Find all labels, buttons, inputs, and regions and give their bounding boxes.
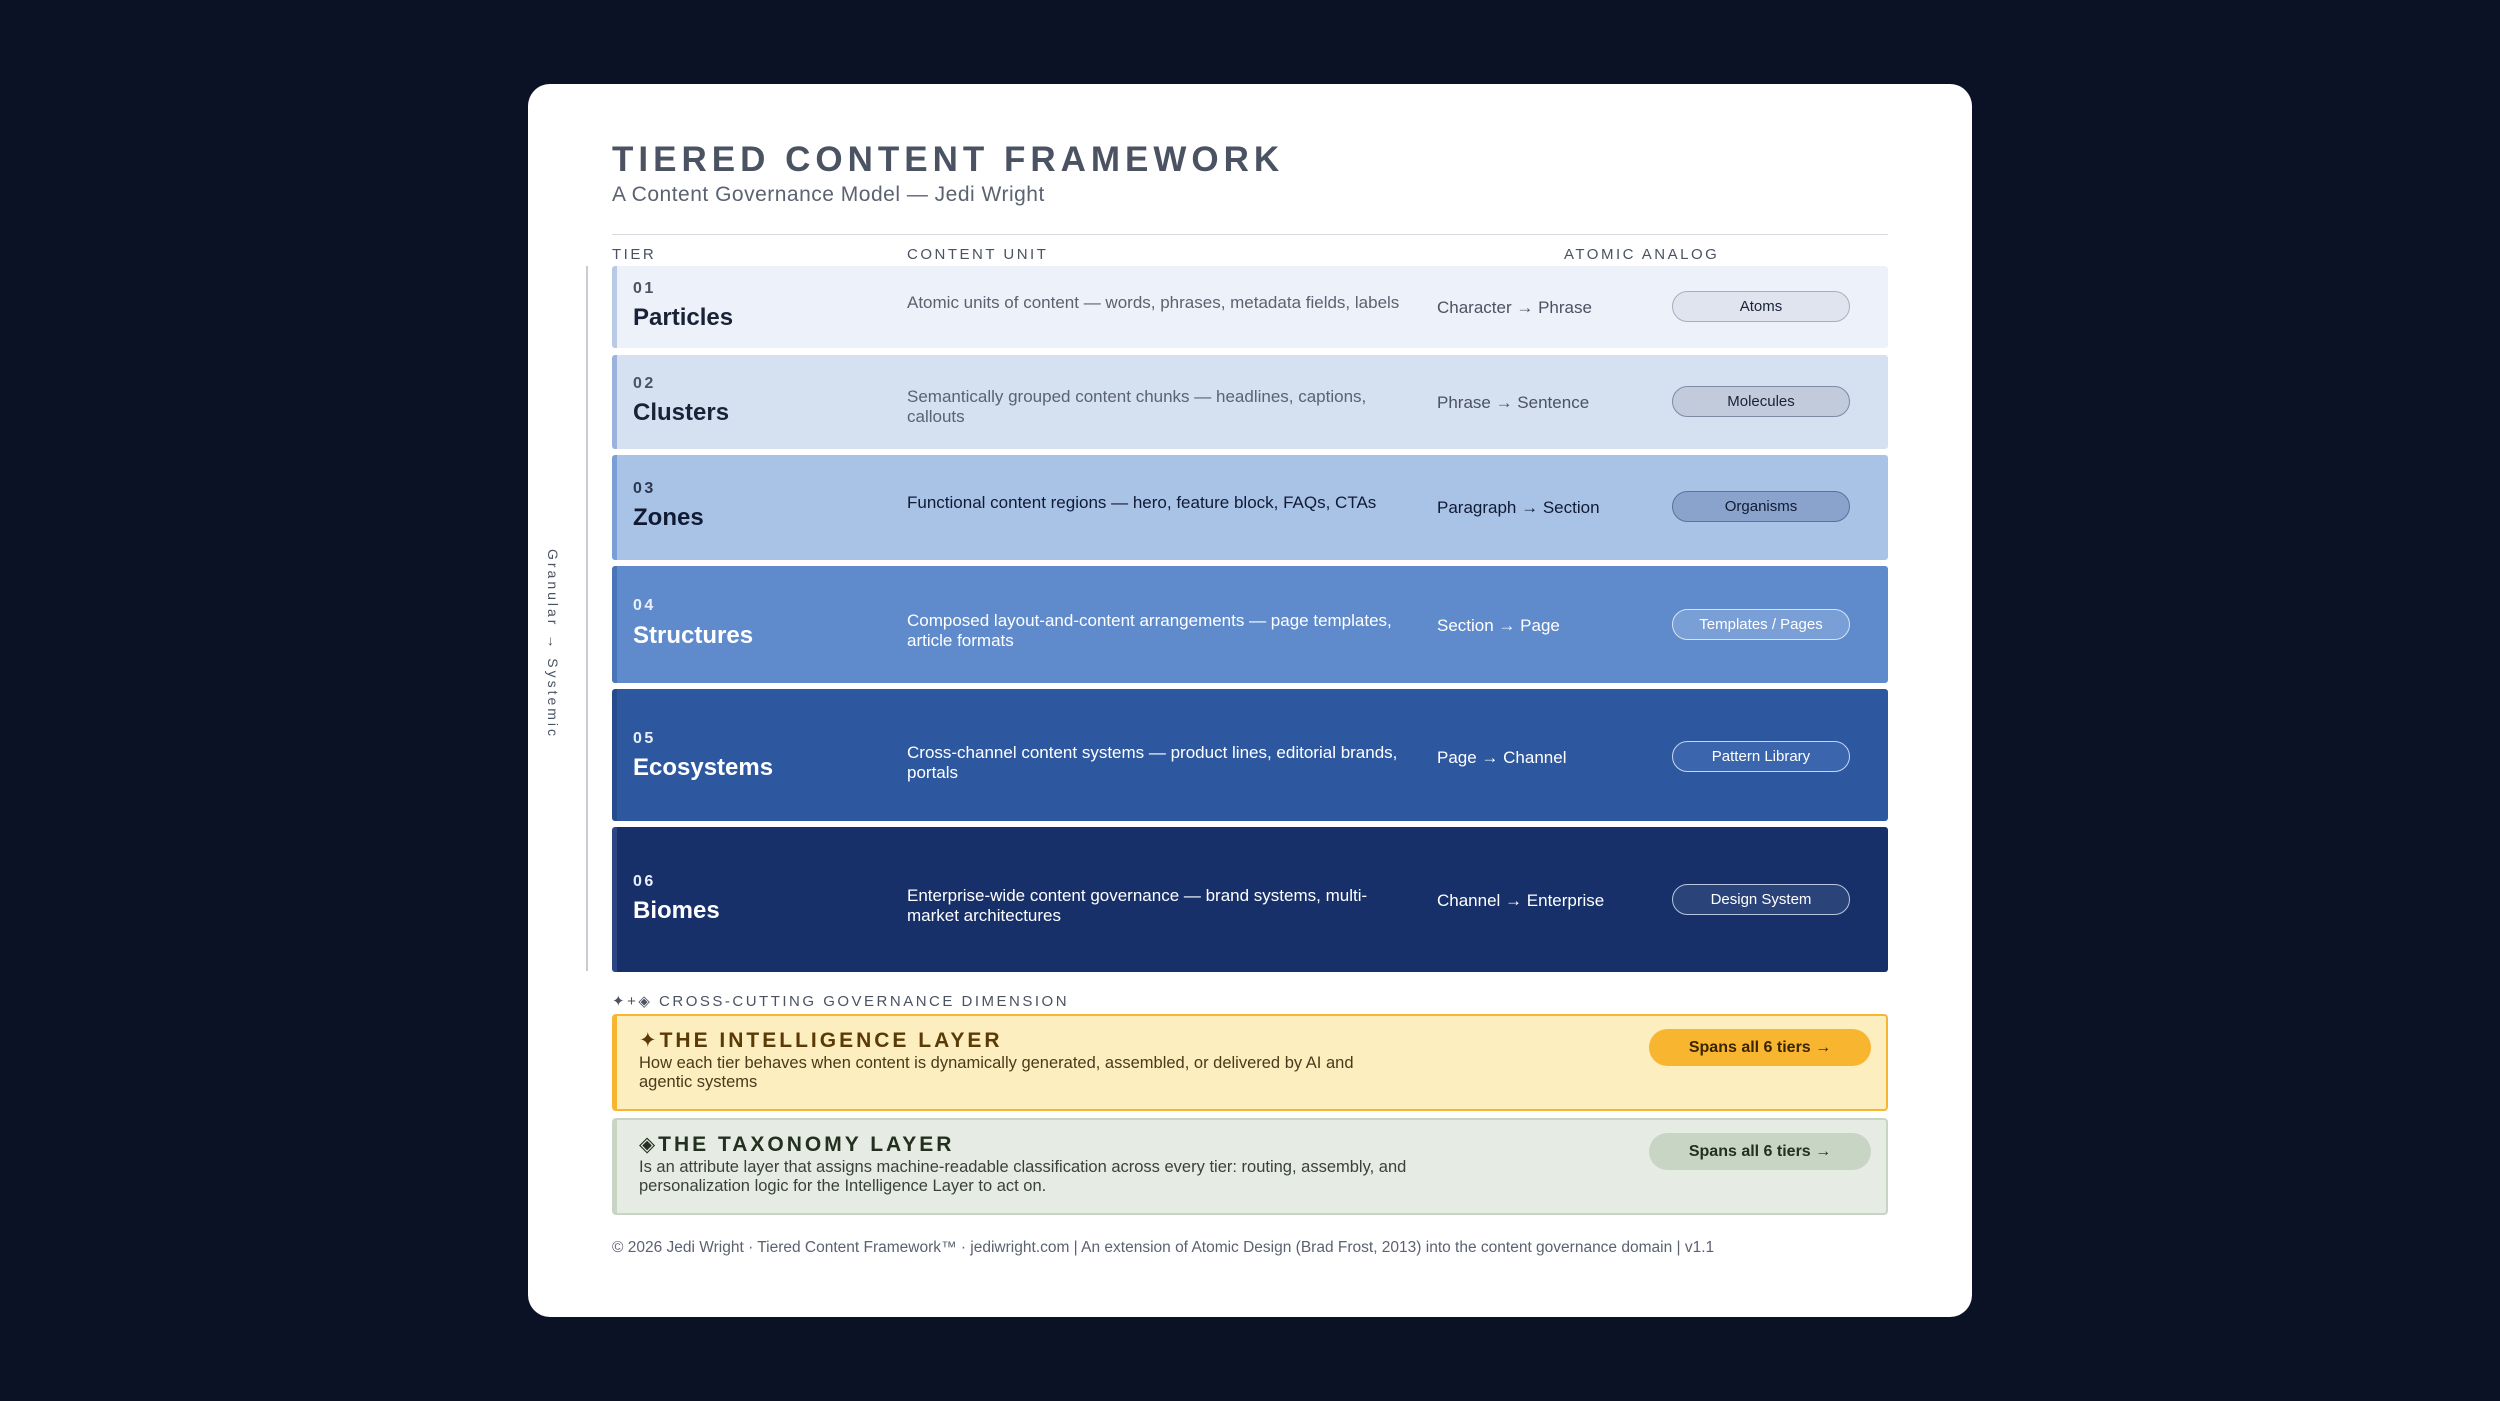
atomic-badge: Design System [1672,884,1850,915]
tier-analog: Page → Channel [1437,748,1567,767]
tier-analog: Channel → Enterprise [1437,891,1605,910]
tier-number: 05 [633,730,656,747]
footer-credits: © 2026 Jedi Wright · Tiered Content Framework™ · jediwright.com | An extension of Atomic Design (Brad Frost, 2013) into the content governance domain | v1.1 [612,1239,1715,1256]
intelligence-layer-description: How each tier behaves when content is dynamically generated, assembled, or delivered by AI and agentic systems [639,1054,1354,1091]
tier-name: Clusters [633,399,730,426]
tier-number: 04 [633,597,656,614]
granularity-axis-line [586,266,588,971]
tier-row-structures [612,566,1888,683]
tier-description: Atomic units of content — words, phrases, metadata fields, labels [907,293,1400,312]
tier-row-particles [612,266,1888,348]
tier-name: Structures [633,622,754,649]
atomic-badge: Pattern Library [1672,741,1850,772]
page-subtitle: A Content Governance Model — Jedi Wright [612,183,1045,206]
tier-row-zones [612,455,1888,560]
tier-analog: Paragraph → Section [1437,498,1600,517]
tier-name: Particles [633,304,734,331]
tier-number: 06 [633,873,656,890]
tier-row-clusters [612,355,1888,449]
taxonomy-layer-panel [612,1118,1888,1215]
atomic-badge: Organisms [1672,491,1850,522]
tier-number: 02 [633,375,656,392]
tier-description: Functional content regions — hero, feature block, FAQs, CTAs [907,493,1377,512]
granularity-axis-label: Granular → Systemic [545,549,561,740]
tier-analog: Phrase → Sentence [1437,393,1590,412]
intelligence-layer-panel [612,1014,1888,1111]
page-title: TIERED CONTENT FRAMEWORK [612,140,1285,179]
tier-description: Composed layout-and-content arrangements — page templates, article formats [907,611,1392,650]
tier-description: Cross-channel content systems — product lines, editorial brands, portals [907,743,1398,782]
taxonomy-spans-button[interactable]: Spans all 6 tiers → [1649,1133,1871,1170]
tier-name: Ecosystems [633,754,774,781]
taxonomy-layer-description: Is an attribute layer that assigns machine-readable classification across every tier: routing, assembly, and personalization logic for the Intelligence Layer to act on. [639,1158,1407,1195]
tier-row-biomes [612,827,1888,972]
taxonomy-layer-title: ◈THE TAXONOMY LAYER [639,1133,955,1156]
column-header-content-unit: CONTENT UNIT [907,246,1049,263]
intelligence-layer-title: ✦THE INTELLIGENCE LAYER [639,1029,1003,1052]
column-header-atomic-analog: ATOMIC ANALOG [1564,246,1720,263]
framework-card [528,84,1972,1317]
column-header-tier: TIER [612,246,657,263]
header-divider [612,234,1888,235]
tier-name: Biomes [633,897,720,924]
atomic-badge: Molecules [1672,386,1850,417]
tier-analog: Character → Phrase [1437,298,1592,317]
tier-description: Semantically grouped content chunks — headlines, captions, callouts [907,387,1367,426]
atomic-badge: Templates / Pages [1672,609,1850,640]
tier-number: 03 [633,480,656,497]
tier-number: 01 [633,280,656,297]
intelligence-spans-button[interactable]: Spans all 6 tiers → [1649,1029,1871,1066]
tier-row-ecosystems [612,689,1888,821]
tier-description: Enterprise-wide content governance — brand systems, multi-market architectures [907,886,1368,925]
tier-analog: Section → Page [1437,616,1560,635]
tier-name: Zones [633,504,704,531]
governance-heading: ✦+◈ CROSS-CUTTING GOVERNANCE DIMENSION [612,993,1070,1010]
atomic-badge: Atoms [1672,291,1850,322]
